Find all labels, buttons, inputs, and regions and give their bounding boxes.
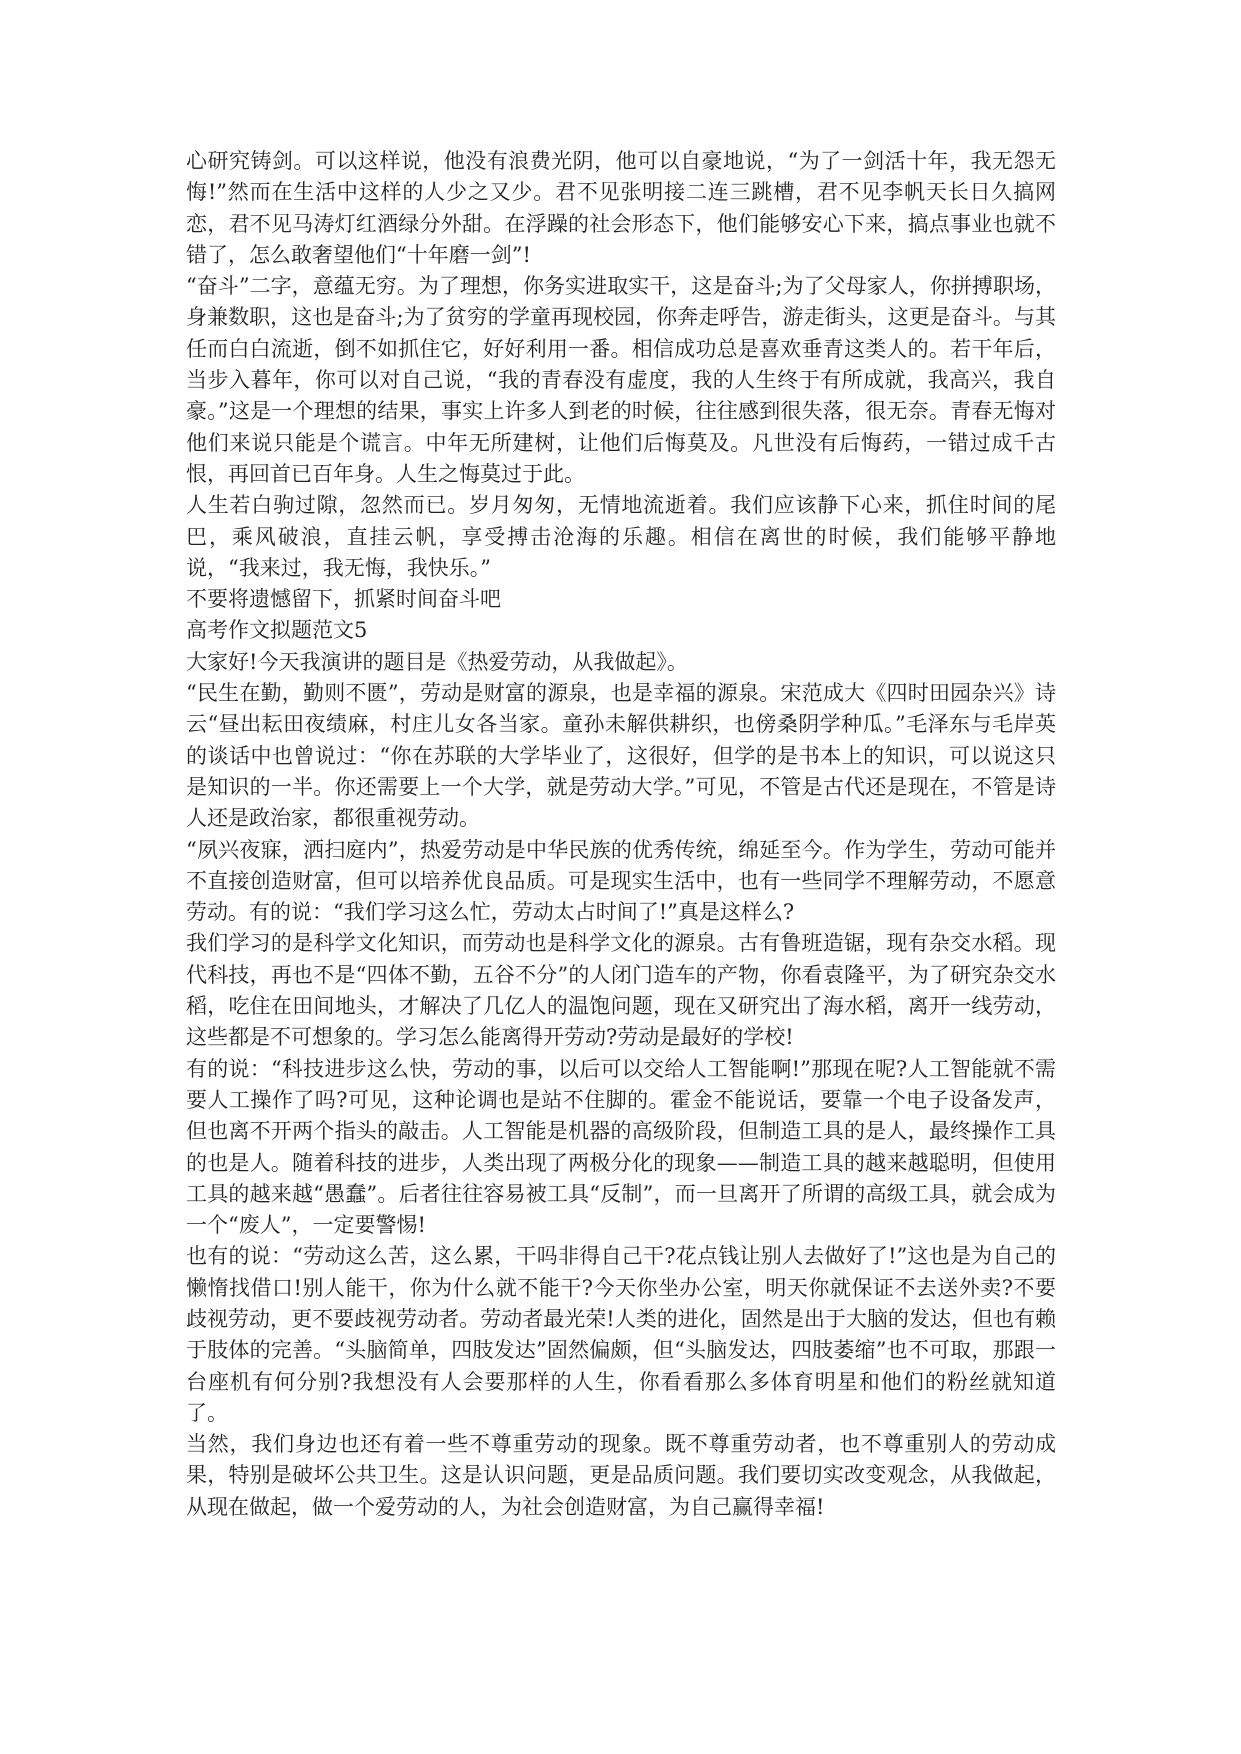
paragraph-no-regret: 不要将遗憾留下，抓紧时间奋斗吧 [186,587,501,612]
paragraph-conclusion: 当然，我们身边也还有着一些不尊重劳动的现象。既不尊重劳动者，也不尊重别人的劳动成果，特别是破坏公共卫生。这是认识问题，更是品质问题。我们要切实改变观念，从我做起，从现在做起，做一个爱劳动的人，为社会创造财富，为自己赢得幸福! [186,1432,1056,1519]
paragraph-greeting: 大家好!今天我演讲的题目是《热爱劳动，从我做起》。 [186,649,688,674]
section-heading: 高考作文拟题范文5 [186,618,368,643]
document-body [186,146,1056,1523]
paragraph-science: 我们学习的是科学文化知识，而劳动也是科学文化的源泉。古有鲁班造锯，现有杂交水稻。现代科技，再也不是“四体不勤，五谷不分”的人闭门造车的产物，你看袁隆平，为了研究杂交水稻，吃住在田间地头，才解决了几亿人的温饱问题，现在又研究出了海水稻，离开一线劳动，这些都是不可想象的。学习怎么能离得开劳动?劳动是最好的学校! [186,931,1056,1050]
paragraph-tradition: “夙兴夜寐，洒扫庭内”，热爱劳动是中华民族的优秀传统，绵延至今。作为学生，劳动可能并不直接创造财富，但可以培养优良品质。可是现实生活中，也有一些同学不理解劳动，不愿意劳动。有的说：“我们学习这么忙，劳动太占时间了!”真是这样么? [186,837,1056,925]
paragraph-sword: 心研究铸剑。可以这样说，他没有浪费光阴，他可以自豪地说，“为了一剑活十年，我无怨无悔!”然而在生活中这样的人少之又少。君不见张明接二连三跳槽，君不见李帆天长日久搞网恋，君不见马涛灯红酒绿分外甜。在浮躁的社会形态下，他们能够安心下来，搞点事业也就不错了，怎么敢奢望他们“十年磨一剑”! [186,149,1056,267]
paragraph-labor-source: “民生在勤，勤则不匮”，劳动是财富的源泉，也是幸福的源泉。宋范成大《四时田园杂兴》诗云“昼出耘田夜绩麻，村庄儿女各当家。童孙未解供耕织，也傍桑阴学种瓜。”毛泽东与毛岸英的谈话中也曾说过：“你在苏联的大学毕业了，这很好，但学的是书本上的知识，可以说这只是知识的一半。你还需要上一个大学，就是劳动大学。”可见，不管是古代还是现在，不管是诗人还是政治家，都很重视劳动。 [186,681,1056,831]
paragraph-hardship: 也有的说：“劳动这么苦，这么累，干吗非得自己干?花点钱让别人去做好了!”这也是为自己的懒惰找借口!别人能干，你为什么就不能干?今天你坐办公室，明天你就保证不去送外卖?不要歧视劳动，更不要歧视劳动者。劳动者最光荣!人类的进化，固然是出于大脑的发达，但也有赖于肢体的完善。“头脑简单，四肢发达”固然偏颇，但“头脑发达，四肢萎缩”也不可取，那跟一台座机有何分别?我想没有人会要那样的人生，你看看那么多体育明星和他们的粉丝就知道了。 [186,1244,1056,1425]
paragraph-ai: 有的说：“科技进步这么快，劳动的事，以后可以交给人工智能啊!”那现在呢?人工智能就不需要人工操作了吗?可见，这种论调也是站不住脚的。霍金不能说话，要靠一个电子设备发声，但也离不开两个指头的敲击。人工智能是机器的高级阶段，但制造工具的是人，最终操作工具的也是人。随着科技的进步，人类出现了两极分化的现象——制造工具的越来越聪明，但使用工具的越来越“愚蠢”。后者往往容易被工具“反制”，而一旦离开了所谓的高级工具，就会成为一个“废人”，一定要警惕! [186,1056,1056,1238]
paragraph-life: 人生若白驹过隙，忽然而已。岁月匆匆，无情地流逝着。我们应该静下心来，抓住时间的尾巴，乘风破浪，直挂云帆，享受搏击沧海的乐趣。相信在离世的时候，我们能够平静地说，“我来过，我无悔，我快乐。” [186,493,1056,580]
paragraph-struggle: “奋斗”二字，意蕴无穷。为了理想，你务实进取实干，这是奋斗;为了父母家人，你拼搏职场，身兼数职，这也是奋斗;为了贫穷的学童再现校园，你奔走呼告，游走街头，这更是奋斗。与其任而白白流逝，倒不如抓住它，好好利用一番。相信成功总是喜欢垂青这类人的。若干年后，当步入暮年，你可以对自己说，“我的青春没有虚度，我的人生终于有所成就，我高兴，我自豪。”这是一个理想的结果，事实上许多人到老的时候，往往感到很失落，很无奈。青春无悔对他们来说只能是个谎言。中年无所建树，让他们后悔莫及。凡世没有后悔药，一错过成千古恨，再回首已百年身。人生之悔莫过于此。 [186,274,1056,486]
